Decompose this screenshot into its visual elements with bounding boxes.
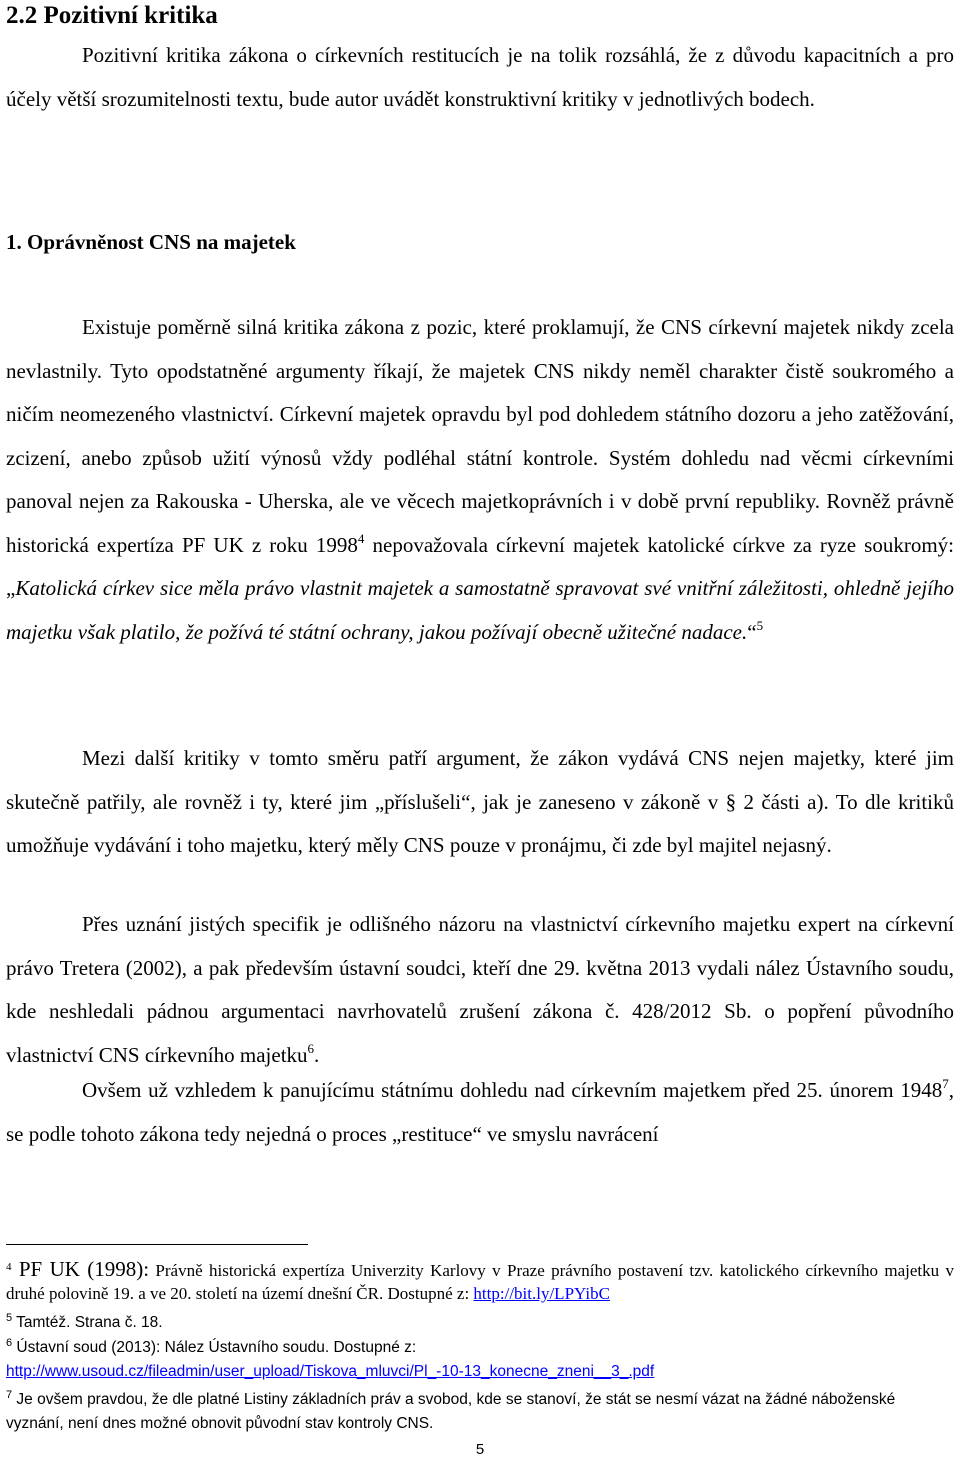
quotation-close: “	[747, 619, 757, 644]
footnote-text: Ústavní soud (2013): Nález Ústavního soudu. Dostupné z:	[12, 1339, 417, 1356]
section-heading: 2.2 Pozitivní kritika	[6, 2, 218, 29]
paragraph-other-critics: Mezi další kritiky v tomto směru patří argument, že zákon vydává CNS nejen majetky, které jim skutečně patřily, ale rovněž i ty, které jim „příslušeli“, jak je zaneseno v zákoně v § 2 části a). To dle kritiků umožňuje vydávání i toho majetku, který měly CNS pouze v pronájmu, či zde byl majitel nejasný.	[6, 746, 954, 857]
footnote-source: PF UK (1998):	[11, 1257, 150, 1281]
footnote-7	[6, 1388, 954, 1436]
footnote-text: Je ovšem pravdou, že dle platné Listiny základních práv a svobod, kde se stanoví, že stát se nesmí vázat na žádné náboženské vyznání, není dnes možné obnovit původní stav kontroly CNS.	[6, 1391, 896, 1432]
paragraph-criticism	[6, 306, 954, 654]
footnote-ref-6[interactable]: 6	[307, 1040, 315, 1056]
paragraph-text: .	[314, 1042, 320, 1067]
footnote-number: 4	[6, 1261, 12, 1273]
footnote-number: 5	[6, 1312, 13, 1324]
paragraph-text: Existuje poměrně silná kritika zákona z pozic, které proklamují, že CNS církevní majetek nikdy zcela nevlastnily. Tyto opodstatněné argumenty říkají, že majetek CNS nikdy neměl charakter čistě soukromého a ničím neomezeného vlastnictví. Církevní majetek opravdu byl pod dohledem státního dozoru a jeho zatěžování, zcizení, anebo způsob užití výnosů vždy podléhal státní kontrole. Systém dohledu nad věcmi církevními panoval nejen za Rakouska - Uherska, ale ve věcech majetkoprávních i v době první republiky. Rovněž právně historická expertíza PF UK z roku 1998	[6, 315, 954, 557]
paragraph-restitution	[6, 1069, 954, 1156]
paragraph-text: Přes uznání jistých specifik je odlišného názoru na vlastnictví církevního majetku expert na církevní právo Tretera (2002), a pak především ústavní soudci, kteří dne 29. května 2013 vydali nález Ústavního soudu, kde neshledali pádnou argumentaci navrhovatelů zrušení zákona č. 428/2012 Sb. o popření původního vlastnictví CNS církevního majetku	[6, 912, 954, 1067]
paragraph-text: , se podle tohoto zákona tedy nejedná o proces „restituce“ ve smyslu navrácení	[6, 1078, 954, 1146]
page-number: 5	[475, 1441, 485, 1458]
footnote-separator	[6, 1244, 308, 1245]
footnote-number: 6	[6, 1337, 13, 1349]
quotation: Katolická církev sice měla právo vlastnit majetek a samostatně spravovat své vnitřní záležitosti, ohledně jejího majetku však platilo, že požívá té státní ochrany, jakou požívají obecně užitečné nadace.	[6, 576, 954, 644]
footnote-ref-7[interactable]: 7	[942, 1076, 949, 1091]
footnote-link[interactable]: http://www.usoud.cz/fileadmin/user_upload/Tiskova_mluvci/Pl_-10-13_konecne_zneni__3_.pdf	[6, 1363, 655, 1380]
footnote-text: Tamtéž. Strana č. 18.	[12, 1314, 163, 1331]
footnote-number: 7	[6, 1389, 13, 1401]
subheading: 1. Oprávněnost CNS na majetek	[6, 230, 296, 254]
paragraph-text: Ovšem už vzhledem k panujícímu státnímu dohledu nad církevním majetkem před 25. únorem 1948	[82, 1078, 943, 1102]
footnote-5	[6, 1311, 954, 1335]
footnote-ref-4[interactable]: 4	[357, 530, 365, 546]
paragraph-intro: Pozitivní kritika zákona o církevních restitucích je na tolik rozsáhlá, že z důvodu kapacitních a pro účely větší srozumitelnosti textu, bude autor uvádět konstruktivní kritiky v jednotlivých bodech.	[6, 43, 954, 111]
paragraph-text: nepovažovala církevní majetek katolické církve za ryze soukromý: „	[6, 532, 954, 600]
footnote-text: Právně historická expertíza Univerzity Karlovy v Praze právního postavení tzv. katolického církevního majetku v druhé polovině 19. a ve 20. století na území dnešní ČR. Dostupné z:	[6, 1261, 954, 1303]
footnote-link[interactable]: http://bit.ly/LPYibC	[473, 1284, 610, 1303]
footnote-ref-5[interactable]: 5	[756, 617, 764, 633]
paragraph-constitutional-court	[6, 903, 954, 1077]
footnote-4	[6, 1258, 954, 1305]
footnote-6	[6, 1336, 954, 1384]
